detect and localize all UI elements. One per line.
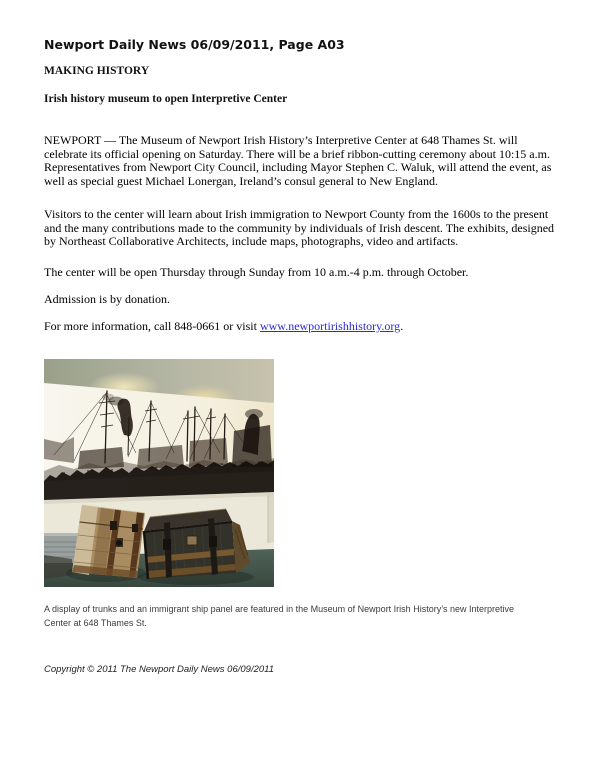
contact-text: For more information, call 848-0661 or visit: [44, 319, 260, 333]
page-title: Newport Daily News 06/09/2011, Page A03: [44, 37, 345, 52]
copyright-line: Copyright © 2011 The Newport Daily News 06/09/2011: [44, 664, 275, 675]
left-trunk: [72, 505, 145, 578]
article-paragraph-3: The center will be open Thursday through Sunday from 10 a.m.-4 p.m. through October.: [44, 265, 469, 279]
article-paragraph-contact: [44, 320, 561, 334]
museum-display-photo: [44, 359, 274, 587]
article-paragraph-2: Visitors to the center will learn about Irish immigration to Newport County from the 1600s to the present and the many contributions made to the community by individuals of Irish descent. The exhibits, designed by Northeast Collaborative Architects, include maps, photographs, video and artifacts.: [44, 207, 555, 249]
contact-text-end: .: [400, 319, 404, 333]
article-headline: Irish history museum to open Interpretive Center: [44, 93, 288, 105]
photo-caption: A display of trunks and an immigrant ship panel are featured in the Museum of Newport Irish History’s new Interpretive Center at 648 Thames St.: [44, 604, 515, 628]
article-photo: [44, 359, 274, 587]
article-kicker: MAKING HISTORY: [44, 65, 150, 77]
immigrant-ship-panel: [44, 383, 274, 504]
article-paragraph-1: NEWPORT — The Museum of Newport Irish History’s Interpretive Center at 648 Thames St. will celebrate its official opening on Saturday. There will be a brief ribbon-cutting ceremony about 10:15 a.m. Representatives from Newport City Council, including Mayor Stephen C. Waluk, will attend the event, as well as special guest Michael Lonergan, Ireland’s consul general to New England.: [44, 133, 552, 188]
website-link[interactable]: www.newportirishhistory.org: [259, 319, 401, 333]
article-paragraph-4: Admission is by donation.: [44, 292, 171, 306]
